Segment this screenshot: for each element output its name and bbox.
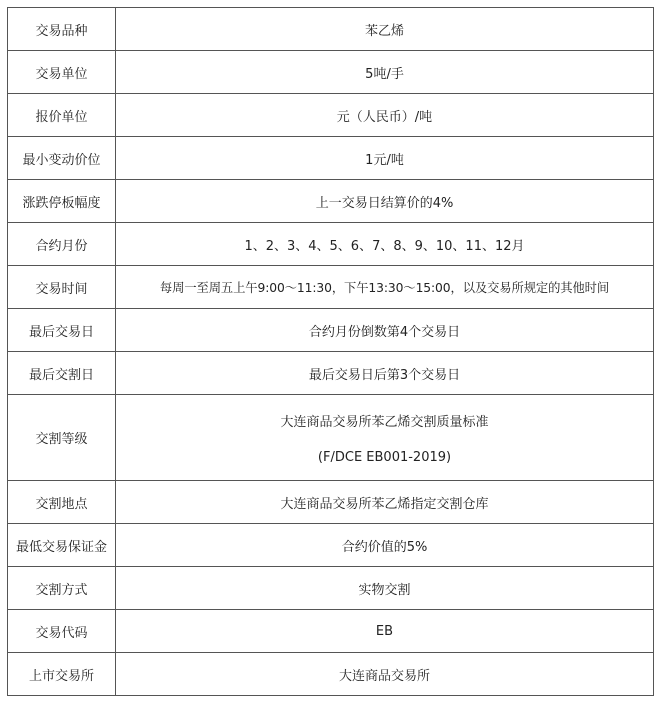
table-row xyxy=(8,395,654,481)
table-row xyxy=(8,567,654,610)
row-value: 5吨/手 xyxy=(116,51,654,94)
table-row xyxy=(8,266,654,309)
row-label: 交割等级 xyxy=(8,395,116,481)
table-row xyxy=(8,223,654,266)
row-value: 大连商品交易所苯乙烯指定交割仓库 xyxy=(116,481,654,524)
row-value: 合约价值的5% xyxy=(116,524,654,567)
row-label: 交割方式 xyxy=(8,567,116,610)
table-row xyxy=(8,8,654,51)
table-row xyxy=(8,524,654,567)
row-value-line: (F/DCE EB001-2019) xyxy=(317,449,452,465)
row-value xyxy=(116,395,654,481)
row-value: 元（人民币）/吨 xyxy=(116,94,654,137)
row-value: 合约月份倒数第4个交易日 xyxy=(116,309,654,352)
row-value: 1、2、3、4、5、6、7、8、9、10、11、12月 xyxy=(116,223,654,266)
row-label: 报价单位 xyxy=(8,94,116,137)
row-value: 大连商品交易所 xyxy=(116,653,654,696)
row-label: 交易时间 xyxy=(8,266,116,309)
table-row xyxy=(8,137,654,180)
table-row xyxy=(8,352,654,395)
row-value: 最后交易日后第3个交易日 xyxy=(116,352,654,395)
table-row xyxy=(8,610,654,653)
row-label: 上市交易所 xyxy=(8,653,116,696)
row-value: 1元/吨 xyxy=(116,137,654,180)
table-row xyxy=(8,481,654,524)
row-label: 最小变动价位 xyxy=(8,137,116,180)
table-row xyxy=(8,51,654,94)
row-label: 最后交割日 xyxy=(8,352,116,395)
row-value: EB xyxy=(116,610,654,653)
table-row xyxy=(8,653,654,696)
row-value-line: 大连商品交易所苯乙烯交割质量标准 xyxy=(280,414,489,430)
row-label: 合约月份 xyxy=(8,223,116,266)
row-value: 上一交易日结算价的4% xyxy=(116,180,654,223)
row-label: 交易代码 xyxy=(8,610,116,653)
table-row xyxy=(8,309,654,352)
row-value: 实物交割 xyxy=(116,567,654,610)
row-label: 交易品种 xyxy=(8,8,116,51)
contract-spec-table xyxy=(7,7,654,696)
row-value: 每周一至周五上午9:00～11:30，下午13:30～15:00，以及交易所规定的其他时间 xyxy=(116,266,654,309)
row-label: 交易单位 xyxy=(8,51,116,94)
table-row xyxy=(8,180,654,223)
table-row xyxy=(8,94,654,137)
row-label: 最低交易保证金 xyxy=(8,524,116,567)
row-label: 交割地点 xyxy=(8,481,116,524)
row-label: 涨跌停板幅度 xyxy=(8,180,116,223)
row-value: 苯乙烯 xyxy=(116,8,654,51)
row-label: 最后交易日 xyxy=(8,309,116,352)
